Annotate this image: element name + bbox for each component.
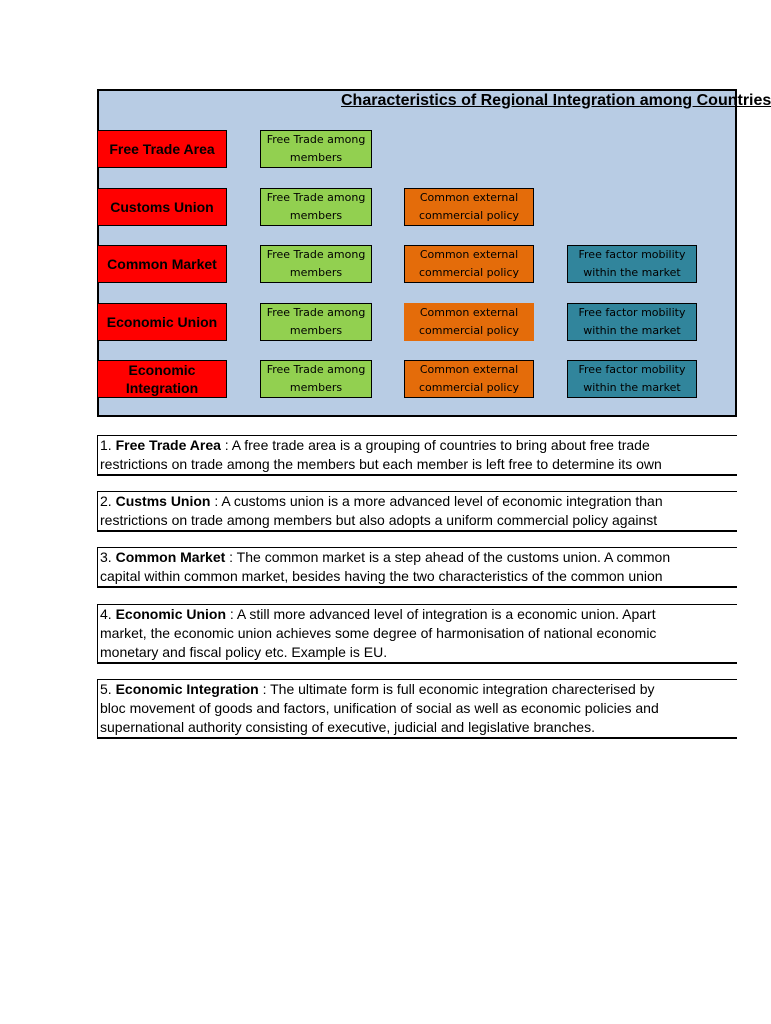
definition-text: restrictions on trade among the members but each member is left free to determine its own (100, 456, 662, 472)
label-customs-union: Customs Union (97, 188, 227, 226)
definition-number: 5. (100, 681, 112, 697)
cell-free-trade: Free Trade among members (260, 130, 372, 168)
definition-term: Economic Integration (115, 681, 259, 697)
definition-text: capital within common market, besides having the two characteristics of the common union (100, 568, 663, 584)
cell-commercial-policy: Common external commercial policy (404, 303, 534, 341)
definition-number: 3. (100, 549, 112, 565)
definition-text: bloc movement of goods and factors, unification of social as well as economic policies and (100, 700, 659, 716)
definition-text: restrictions on trade among members but also adopts a uniform commercial policy against (100, 512, 658, 528)
cell-free-trade: Free Trade among members (260, 360, 372, 398)
definition-term: Economic Union (115, 606, 227, 622)
cell-factor-mobility: Free factor mobility within the market (567, 303, 697, 341)
definition-text: market, the economic union achieves some degree of harmonisation of national economic (100, 625, 657, 641)
definition-text: : A customs union is a more advanced level of economic integration than (210, 493, 663, 509)
chart-title: Characteristics of Regional Integration among Countries (341, 92, 771, 109)
cell-commercial-policy: Common external commercial policy (404, 188, 534, 226)
definition-text: : A free trade area is a grouping of countries to bring about free trade (220, 437, 650, 453)
definition-text: : A still more advanced level of integration is a economic union. Apart (226, 606, 656, 622)
label-common-market: Common Market (97, 245, 227, 283)
definition-number: 4. (100, 606, 112, 622)
definition-economic-union (97, 604, 737, 664)
definition-term: Custms Union (115, 493, 211, 509)
label-free-trade-area: Free Trade Area (97, 130, 227, 168)
cell-commercial-policy: Common external commercial policy (404, 360, 534, 398)
cell-factor-mobility: Free factor mobility within the market (567, 245, 697, 283)
definition-number: 2. (100, 493, 112, 509)
definition-term: Free Trade Area (115, 437, 221, 453)
definition-number: 1. (100, 437, 112, 453)
definition-text: monetary and fiscal policy etc. Example is EU. (100, 644, 388, 660)
label-economic-integration: Economic Integration (97, 360, 227, 398)
cell-free-trade: Free Trade among members (260, 303, 372, 341)
definition-customs-union (97, 491, 737, 532)
definition-text: : The common market is a step ahead of the customs union. A common (225, 549, 671, 565)
label-economic-union: Economic Union (97, 303, 227, 341)
cell-free-trade: Free Trade among members (260, 245, 372, 283)
definition-text: supernational authority consisting of executive, judicial and legislative branches. (100, 719, 595, 735)
cell-commercial-policy: Common external commercial policy (404, 245, 534, 283)
definition-common-market (97, 547, 737, 588)
cell-free-trade: Free Trade among members (260, 188, 372, 226)
definition-free-trade-area (97, 435, 737, 476)
definition-text: : The ultimate form is full economic integration charecterised by (258, 681, 655, 697)
definition-economic-integration (97, 679, 737, 739)
cell-factor-mobility: Free factor mobility within the market (567, 360, 697, 398)
definition-term: Common Market (115, 549, 226, 565)
